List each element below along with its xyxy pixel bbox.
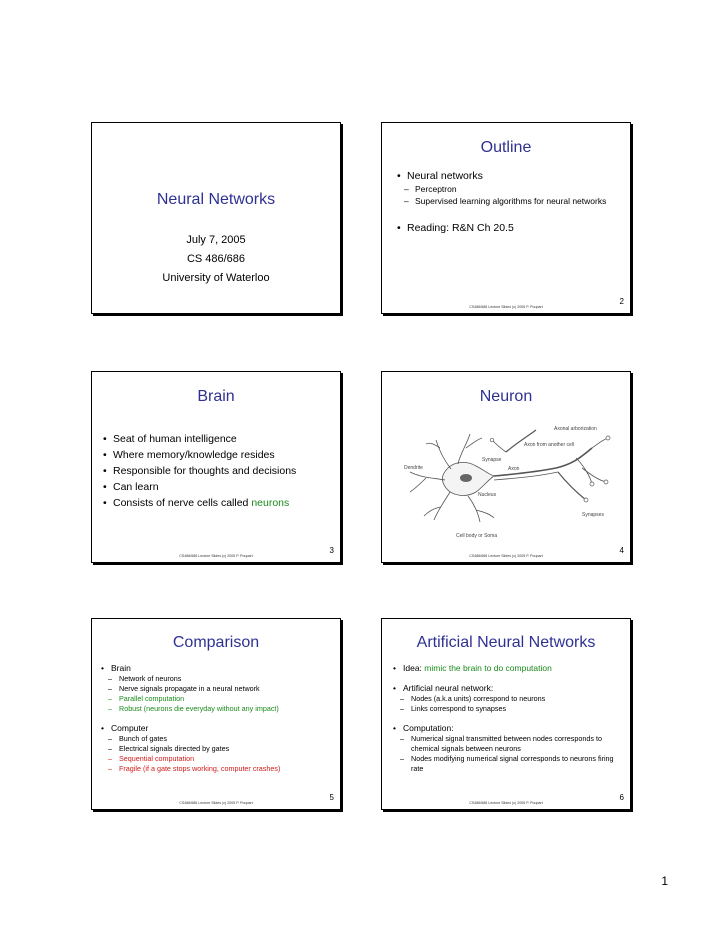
bullet-item: • Where memory/knowledge resides <box>102 447 334 463</box>
bullet-item: • Brain <box>100 663 336 674</box>
idea-text: mimic the brain to do computation <box>424 663 552 673</box>
bullet-item: • Can learn <box>102 479 334 495</box>
label-nucleus: Nucleus <box>478 492 497 498</box>
slide-heading: Artificial Neural Networks <box>416 634 596 651</box>
sub-bullet-item: – Robust (neurons die everyday without any impact) <box>100 704 336 714</box>
slide-number: 3 <box>329 546 334 555</box>
slide-number: 6 <box>619 793 624 802</box>
slide-number: 2 <box>619 297 624 306</box>
label-synapse: Synapse <box>482 457 502 463</box>
bullet-list <box>100 663 336 774</box>
slide-title-heading: Neural Networks <box>156 191 276 208</box>
sub-bullet-item: – Electrical signals directed by gates <box>100 744 336 754</box>
sub-bullet-item: – Links correspond to synapses <box>392 704 626 714</box>
bullet-list <box>396 169 622 236</box>
sub-bullet-item: – Nodes (a.k.a units) correspond to neurons <box>392 694 626 704</box>
sub-bullet-item: – Network of neurons <box>100 674 336 684</box>
slide-footer: CS486/686 Lecture Slides (c) 2005 P. Poupart <box>469 554 543 558</box>
bullet-item: • Computer <box>100 723 336 734</box>
slide-footer: CS486/686 Lecture Slides (c) 2005 P. Poupart <box>179 554 253 558</box>
page-number: 1 <box>661 874 668 888</box>
bullet-item: • Reading: R&N Ch 20.5 <box>396 221 622 236</box>
bullet-item: • Artificial neural network: <box>392 683 626 694</box>
slide-title-info <box>92 231 340 288</box>
sub-bullet-item: – Perceptron <box>396 184 622 196</box>
university-line: University of Waterloo <box>162 272 270 284</box>
date-line: July 7, 2005 <box>186 234 246 246</box>
slide-footer: CS486/686 Lecture Slides (c) 2005 P. Poupart <box>179 801 253 805</box>
bullet-item: • Computation: <box>392 723 626 734</box>
label-synapses: Synapses <box>582 512 604 518</box>
slide-outline <box>381 122 631 314</box>
neuron-diagram <box>396 422 620 546</box>
slide-ann <box>381 618 631 810</box>
highlight-text: neurons <box>251 497 290 509</box>
slide-number: 5 <box>329 793 334 802</box>
idea-label: Idea: <box>403 663 425 673</box>
label-axon-from-another-cell: Axon from another cell <box>524 442 575 448</box>
slide-heading: Brain <box>197 388 235 405</box>
label-dendrite: Dendrite <box>404 465 423 471</box>
sub-bullet-item: – Numerical signal transmitted between nodes corresponds to chemical signals between neurons <box>392 734 626 754</box>
slide-neuron <box>381 371 631 563</box>
slide-brain <box>91 371 341 563</box>
slide-heading: Neuron <box>479 388 533 405</box>
bullet-text: Consists of nerve cells called <box>113 497 252 509</box>
slide-comparison <box>91 618 341 810</box>
bullet-item: • Neural networks <box>396 169 622 184</box>
bullet-item <box>392 663 626 674</box>
sub-bullet-item: – Bunch of gates <box>100 734 336 744</box>
sub-bullet-item: – Fragile (if a gate stops working, computer crashes) <box>100 764 336 774</box>
slide-title <box>91 122 341 314</box>
slide-number: 4 <box>619 546 624 555</box>
label-axonal-arborization: Axonal arborization <box>554 426 597 432</box>
slide-heading: Outline <box>480 139 532 156</box>
course-line: CS 486/686 <box>186 253 246 265</box>
label-axon: Axon <box>508 466 520 472</box>
nucleus-shape <box>460 474 472 482</box>
bullet-item: • Responsible for thoughts and decisions <box>102 463 334 479</box>
sub-bullet-item: – Sequential computation <box>100 754 336 764</box>
label-cell-body: Cell body or Soma <box>456 533 498 539</box>
bullet-item <box>102 495 334 511</box>
sub-bullet-item: – Nerve signals propagate in a neural network <box>100 684 336 694</box>
slide-footer: CS486/686 Lecture Slides (c) 2005 P. Poupart <box>469 801 543 805</box>
bullet-list <box>392 663 626 774</box>
slide-footer: CS486/686 Lecture Slides (c) 2005 P. Poupart <box>469 305 543 309</box>
slide-heading: Comparison <box>172 634 260 651</box>
sub-bullet-item: – Nodes modifying numerical signal corresponds to neurons firing rate <box>392 754 626 774</box>
sub-bullet-item: – Supervised learning algorithms for neural networks <box>396 196 622 208</box>
bullet-item: • Seat of human intelligence <box>102 431 334 447</box>
sub-bullet-item: – Parallel computation <box>100 694 336 704</box>
bullet-list <box>102 431 334 511</box>
